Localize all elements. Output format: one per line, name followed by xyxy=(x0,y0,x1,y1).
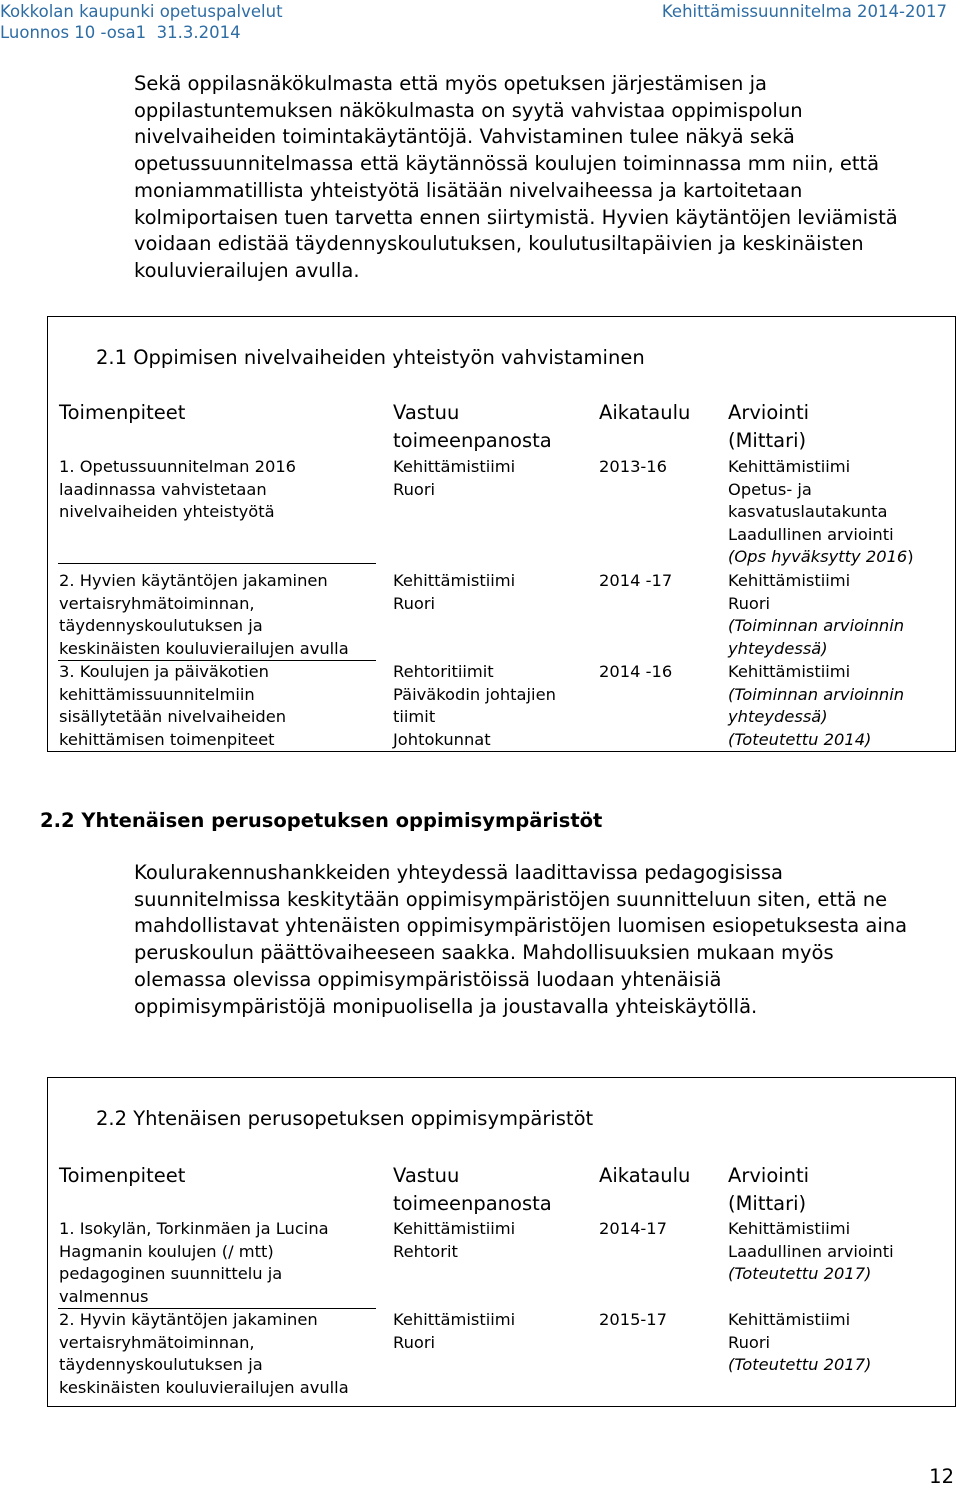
cell-line: Ruori xyxy=(393,593,436,613)
cell-line: Kehittämistiimi xyxy=(728,662,851,681)
text-line: mahdollistavat yhtenäisten oppimisympäristöjen luomisen esiopetuksesta aina xyxy=(134,914,908,938)
text-line: nivelvaiheiden toimintakäytäntöjä. Vahvistaminen tulee näkyä sekä xyxy=(134,125,795,149)
header-arviointi-line: (Mittari) xyxy=(728,1192,807,1215)
row1-evaluation xyxy=(728,456,954,569)
header-vastuu xyxy=(393,399,593,455)
header-aikataulu: Aikataulu xyxy=(599,1164,691,1187)
text-line: olemassa olevissa oppimisympäristöissä luodaan yhtenäisiä xyxy=(134,967,722,991)
cell-line: vertaisryhmätoiminnan, xyxy=(59,593,255,613)
row1-action xyxy=(59,1218,379,1308)
text-line: opetussuunnitelmassa että käytännössä koulujen toiminnassa mm niin, että xyxy=(134,152,880,176)
cell-line: täydennyskoulutuksen ja xyxy=(59,616,263,636)
cell-line: keskinäisten kouluvierailujen avulla xyxy=(59,1377,349,1397)
page-header-left xyxy=(0,1,283,43)
cell-line: Ruori xyxy=(728,1332,771,1352)
text-line: voidaan edistää täydennyskoulutuksen, koulutusiltapäivien ja keskinäisten xyxy=(134,232,864,256)
cell-line: laadinnassa vahvistetaan xyxy=(59,479,267,499)
row2-evaluation xyxy=(728,570,954,660)
cell-line: Ruori xyxy=(728,593,771,613)
cell-line: yhteydessä) xyxy=(728,638,828,658)
cell-line: vertaisryhmätoiminnan, xyxy=(59,1332,255,1352)
text-line: oppimisympäristöjä monipuolisella ja joustavalla yhteiskäytöllä. xyxy=(134,994,758,1018)
cell-line: nivelvaiheiden yhteistyötä xyxy=(59,502,275,522)
cell-line: (Toiminnan arvioinnin xyxy=(728,684,905,704)
row1-evaluation xyxy=(728,1218,954,1286)
cell-line: Kehittämistiimi xyxy=(393,571,516,590)
intro-paragraph xyxy=(134,71,934,285)
row-separator xyxy=(58,563,376,564)
cell-line: Opetus- ja xyxy=(728,479,812,499)
row3-schedule: 2014 -16 xyxy=(599,662,673,681)
cell-line: Laadullinen arviointi xyxy=(728,524,894,544)
cell-line: kehittämissuunnitelmiin xyxy=(59,684,255,704)
row2-owner xyxy=(393,570,593,615)
cell-line: Kehittämistiimi xyxy=(393,457,516,476)
section-heading-2-2: 2.2 Yhtenäisen perusopetuksen oppimisympäristöt xyxy=(40,809,603,832)
text-line: Sekä oppilasnäkökulmasta että myös opetuksen järjestämisen ja xyxy=(134,72,767,95)
cell-line: 1. Isokylän, Torkinmäen ja Lucina xyxy=(59,1219,329,1238)
cell-line: (Toteutettu 2017) xyxy=(728,1264,872,1284)
cell-line: täydennyskoulutuksen ja xyxy=(59,1355,263,1375)
cell-line: Ruori xyxy=(393,1332,436,1352)
text-line: Koulurakennushankkeiden yhteydessä laadittavissa pedagogisissa xyxy=(134,861,783,884)
cell-line: Rehtoritiimit xyxy=(393,662,494,681)
cell-line: Hagmanin koulujen (/ mtt) xyxy=(59,1241,274,1261)
cell-line: Laadullinen arviointi xyxy=(728,1241,894,1261)
header-arviointi xyxy=(728,399,954,455)
cell-line: Kehittämistiimi xyxy=(393,1219,516,1238)
cell-line: tiimit xyxy=(393,707,436,727)
row2-schedule: 2014 -17 xyxy=(599,571,673,590)
header-draft: Luonnos 10 -osa1 31.3.2014 xyxy=(0,23,241,42)
cell-line: (Toteutettu 2014) xyxy=(728,729,872,749)
cell-line: 2. Hyvien käytäntöjen jakaminen xyxy=(59,571,328,590)
row1-owner xyxy=(393,456,593,501)
page-header-right xyxy=(662,1,947,22)
header-doc-title: Kehittämissuunnitelma 2014-2017 xyxy=(661,2,947,21)
cell-line: Päiväkodin johtajien xyxy=(393,684,556,704)
row3-evaluation xyxy=(728,661,954,751)
row1-owner xyxy=(393,1218,593,1263)
text-line: moniammatillista yhteistyötä lisätään nivelvaiheessa ja kartoitetaan xyxy=(134,178,803,202)
header-vastuu-line: toimeenpanosta xyxy=(393,1192,552,1215)
page-number: 12 xyxy=(929,1465,954,1488)
header-arviointi-line: Arviointi xyxy=(728,1164,810,1187)
cell-line: Kehittämistiimi xyxy=(728,1310,851,1329)
row2-owner xyxy=(393,1309,593,1354)
table-title: 2.1 Oppimisen nivelvaiheiden yhteistyön vahvistaminen xyxy=(96,346,645,369)
header-toimenpiteet: Toimenpiteet xyxy=(59,401,186,424)
cell-line: kasvatuslautakunta xyxy=(728,502,888,522)
header-aikataulu: Aikataulu xyxy=(599,401,691,424)
header-org: Kokkolan kaupunki opetuspalvelut xyxy=(0,2,283,21)
cell-line: (Toteutettu 2017) xyxy=(728,1355,872,1375)
cell-line: pedagoginen suunnittelu ja xyxy=(59,1264,283,1284)
cell-line: keskinäisten kouluvierailujen avulla xyxy=(59,638,349,658)
header-toimenpiteet: Toimenpiteet xyxy=(59,1164,186,1187)
text-line: peruskoulun päättövaiheeseen saakka. Mahdollisuuksien mukaan myös xyxy=(134,941,834,965)
row1-action xyxy=(59,456,379,524)
text-line: kouluvierailujen avulla. xyxy=(134,258,360,282)
cell-line: Johtokunnat xyxy=(393,729,491,749)
cell-line: 3. Koulujen ja päiväkotien xyxy=(59,662,269,681)
header-arviointi-line: (Mittari) xyxy=(728,429,807,452)
row2-action xyxy=(59,570,379,660)
cell-line: yhteydessä) xyxy=(728,707,828,727)
header-vastuu-line: toimeenpanosta xyxy=(393,429,552,452)
header-arviointi-line: Arviointi xyxy=(728,401,810,424)
italic-text: (Ops hyväksytty 2016 xyxy=(728,547,908,567)
header-arviointi xyxy=(728,1162,954,1218)
row3-action xyxy=(59,661,379,751)
cell-line: (Toiminnan arvioinnin xyxy=(728,616,905,636)
text-line: suunnitelmissa keskitytään oppimisympäristöjen suunnitteluun siten, että ne xyxy=(134,887,888,911)
cell-line xyxy=(728,546,954,569)
cell-line: Kehittämistiimi xyxy=(728,571,851,590)
header-vastuu-line: Vastuu xyxy=(393,401,460,424)
cell-line: 1. Opetussuunnitelman 2016 xyxy=(59,457,297,476)
cell-line: Ruori xyxy=(393,479,436,499)
cell-line: Rehtorit xyxy=(393,1241,458,1261)
row2-action xyxy=(59,1309,379,1399)
header-vastuu-line: Vastuu xyxy=(393,1164,460,1187)
cell-line: valmennus xyxy=(59,1286,149,1306)
row2-evaluation xyxy=(728,1309,954,1377)
row1-schedule: 2014-17 xyxy=(599,1219,668,1238)
cell-line: kehittämisen toimenpiteet xyxy=(59,729,275,749)
text-line: oppilastuntemuksen näkökulmasta on syytä vahvistaa oppimispolun xyxy=(134,98,803,122)
row2-schedule: 2015-17 xyxy=(599,1310,668,1329)
cell-line: 2. Hyvin käytäntöjen jakaminen xyxy=(59,1310,318,1329)
row1-schedule: 2013-16 xyxy=(599,457,668,476)
action-table-2-1 xyxy=(47,316,956,752)
action-table-2-2 xyxy=(47,1077,956,1407)
text-line: kolmiportaisen tuen tarvetta ennen siirtymistä. Hyvien käytäntöjen leviämistä xyxy=(134,205,898,229)
section-2-2-paragraph xyxy=(134,860,934,1020)
cell-line: Kehittämistiimi xyxy=(728,457,851,476)
cell-line: Kehittämistiimi xyxy=(728,1219,851,1238)
header-vastuu xyxy=(393,1162,593,1218)
table-title: 2.2 Yhtenäisen perusopetuksen oppimisympäristöt xyxy=(96,1107,594,1130)
row3-owner xyxy=(393,661,593,751)
cell-line: Kehittämistiimi xyxy=(393,1310,516,1329)
cell-line: sisällytetään nivelvaiheiden xyxy=(59,707,287,727)
text-tail: ) xyxy=(907,547,914,567)
